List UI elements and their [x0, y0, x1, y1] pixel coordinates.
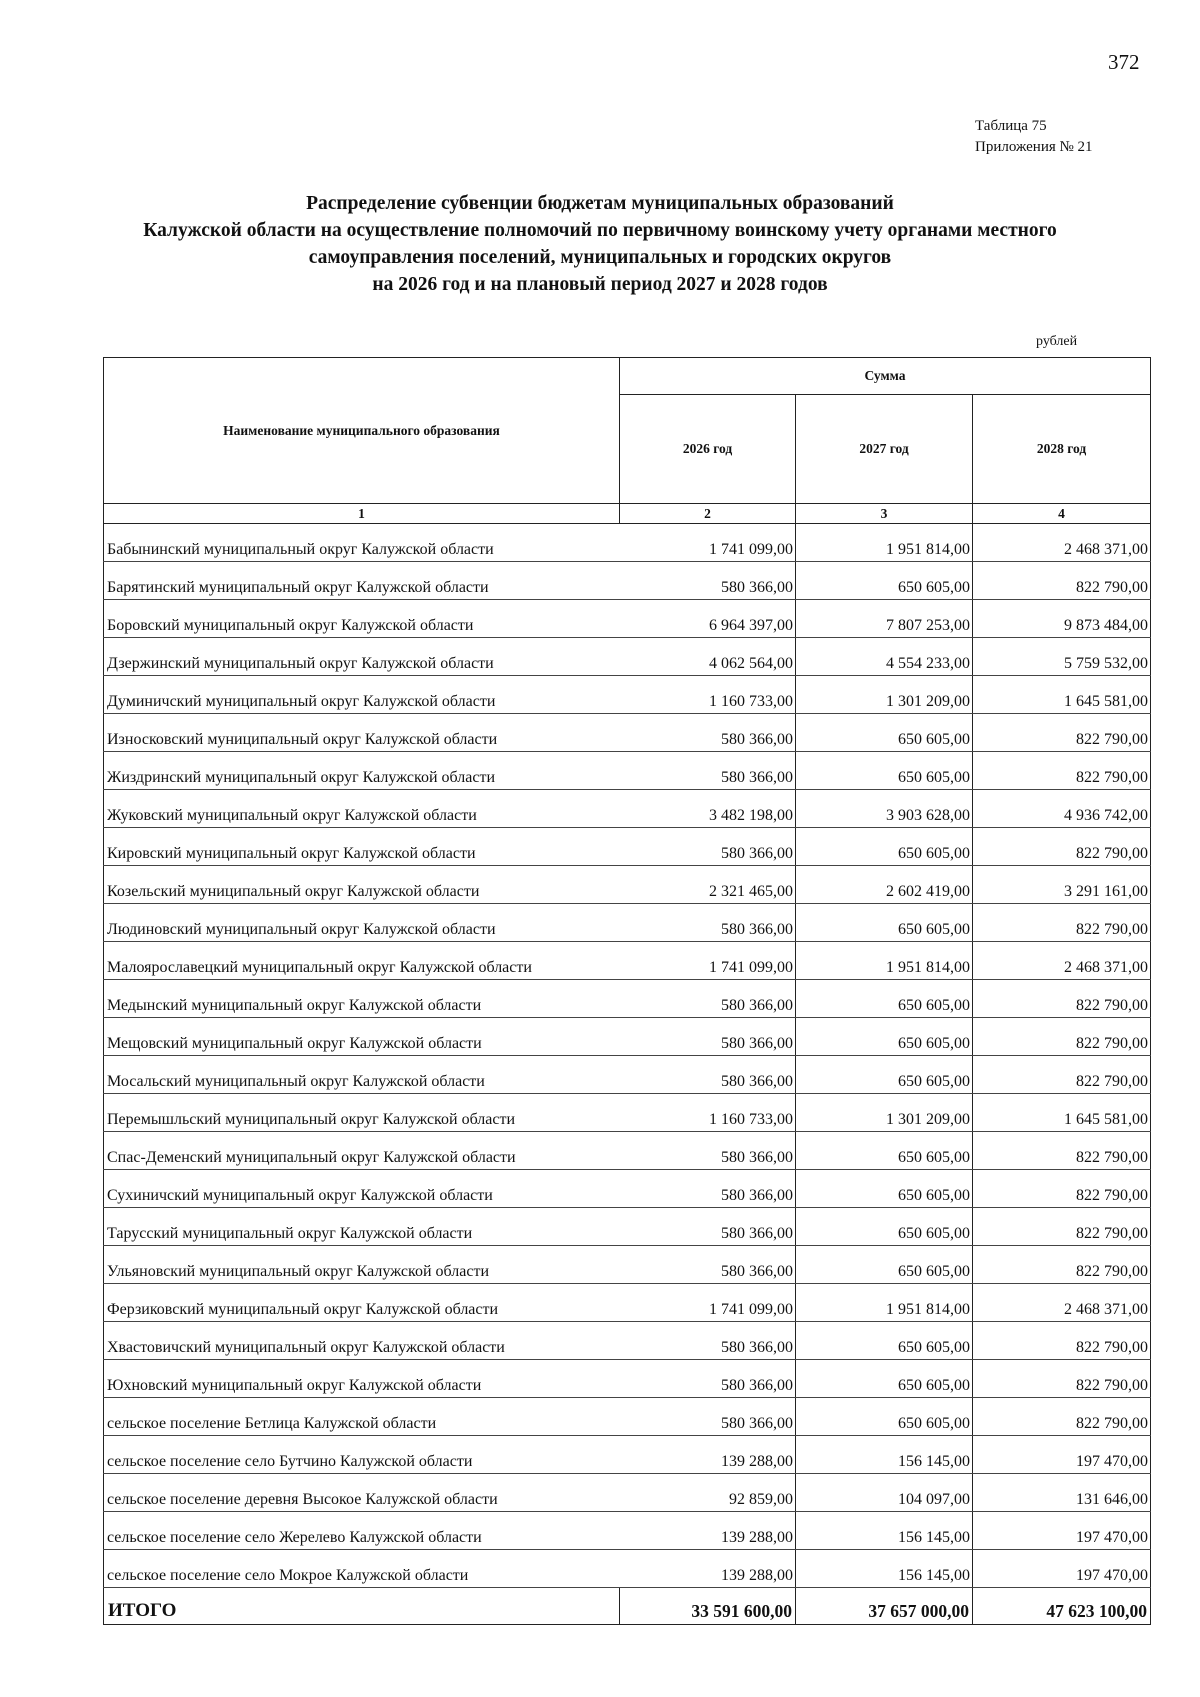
- document-title: [0, 190, 1200, 298]
- amount-2028: 822 790,00: [973, 562, 1151, 600]
- municipality-name: Дзержинский муниципальный округ Калужской области: [104, 638, 620, 676]
- amount-2027: 1 301 209,00: [796, 676, 973, 714]
- municipality-name: Людиновский муниципальный округ Калужской области: [104, 904, 620, 942]
- municipality-name: Ферзиковский муниципальный округ Калужской области: [104, 1284, 620, 1322]
- amount-2027: 650 605,00: [796, 1360, 973, 1398]
- header-sum: Сумма: [620, 358, 1151, 395]
- municipality-name: сельское поселение деревня Высокое Калужской области: [104, 1474, 620, 1512]
- amount-2027: 650 605,00: [796, 1246, 973, 1284]
- amount-2026: 580 366,00: [620, 714, 796, 752]
- amount-2026: 580 366,00: [620, 1246, 796, 1284]
- amount-2026: 580 366,00: [620, 1170, 796, 1208]
- page-number: 372: [1108, 50, 1140, 74]
- amount-2026: 580 366,00: [620, 828, 796, 866]
- amount-2028: 822 790,00: [973, 714, 1151, 752]
- column-number-row: [104, 504, 1151, 524]
- total-row: [104, 1588, 1151, 1625]
- amount-2026: 139 288,00: [620, 1550, 796, 1588]
- municipality-name: Перемышльский муниципальный округ Калужской области: [104, 1094, 620, 1132]
- municipality-name: Спас-Деменский муниципальный округ Калужской области: [104, 1132, 620, 1170]
- municipality-name: Думиничский муниципальный округ Калужской области: [104, 676, 620, 714]
- title-line: Калужской области на осуществление полномочий по первичному воинскому учету органами местного: [143, 220, 1057, 241]
- municipality-name: Медынский муниципальный округ Калужской области: [104, 980, 620, 1018]
- amount-2027: 650 605,00: [796, 1056, 973, 1094]
- total-2027: 37 657 000,00: [796, 1588, 973, 1625]
- total-2026: 33 591 600,00: [620, 1588, 796, 1625]
- amount-2028: 822 790,00: [973, 1018, 1151, 1056]
- table-row: [104, 638, 1151, 676]
- table-label: [975, 116, 1093, 158]
- table-row: [104, 828, 1151, 866]
- total-2028: 47 623 100,00: [973, 1588, 1151, 1625]
- amount-2027: 650 605,00: [796, 1208, 973, 1246]
- municipality-name: сельское поселение село Жерелево Калужской области: [104, 1512, 620, 1550]
- municipality-name: Износковский муниципальный округ Калужской области: [104, 714, 620, 752]
- amount-2028: 822 790,00: [973, 1398, 1151, 1436]
- municipality-name: Мещовский муниципальный округ Калужской области: [104, 1018, 620, 1056]
- title-line: самоуправления поселений, муниципальных и городских округов: [308, 247, 892, 268]
- municipality-name: Козельский муниципальный округ Калужской области: [104, 866, 620, 904]
- amount-2026: 92 859,00: [620, 1474, 796, 1512]
- table-row: [104, 1132, 1151, 1170]
- amount-2027: 7 807 253,00: [796, 600, 973, 638]
- amount-2027: 2 602 419,00: [796, 866, 973, 904]
- amount-2027: 156 145,00: [796, 1512, 973, 1550]
- amount-2027: 650 605,00: [796, 562, 973, 600]
- column-number: 1: [104, 504, 620, 524]
- amount-2027: 1 951 814,00: [796, 1284, 973, 1322]
- table-row: [104, 1170, 1151, 1208]
- header-year-2026: 2026 год: [620, 395, 796, 504]
- table-row: [104, 562, 1151, 600]
- amount-2027: 1 951 814,00: [796, 942, 973, 980]
- amount-2028: 197 470,00: [973, 1512, 1151, 1550]
- title-line: на 2026 год и на плановый период 2027 и 2028 годов: [372, 274, 828, 295]
- amount-2028: 9 873 484,00: [973, 600, 1151, 638]
- table-row: [104, 1018, 1151, 1056]
- amount-2027: 650 605,00: [796, 828, 973, 866]
- column-number: 2: [620, 504, 796, 524]
- amount-2028: 131 646,00: [973, 1474, 1151, 1512]
- amount-2028: 197 470,00: [973, 1436, 1151, 1474]
- amount-2027: 156 145,00: [796, 1550, 973, 1588]
- amount-2026: 4 062 564,00: [620, 638, 796, 676]
- amount-2026: 580 366,00: [620, 1018, 796, 1056]
- municipality-name: Юхновский муниципальный округ Калужской области: [104, 1360, 620, 1398]
- amount-2027: 650 605,00: [796, 1170, 973, 1208]
- amount-2027: 4 554 233,00: [796, 638, 973, 676]
- table-row: [104, 714, 1151, 752]
- amount-2027: 650 605,00: [796, 1322, 973, 1360]
- table-row: [104, 1550, 1151, 1588]
- column-number: 3: [796, 504, 973, 524]
- table-row: [104, 1208, 1151, 1246]
- amount-2027: 3 903 628,00: [796, 790, 973, 828]
- amount-2026: 1 160 733,00: [620, 676, 796, 714]
- amount-2026: 580 366,00: [620, 1132, 796, 1170]
- appendix-number: Приложения № 21: [975, 139, 1093, 155]
- amount-2028: 197 470,00: [973, 1550, 1151, 1588]
- table-row: [104, 1094, 1151, 1132]
- municipality-name: сельское поселение село Мокрое Калужской области: [104, 1550, 620, 1588]
- table-row: [104, 1474, 1151, 1512]
- municipality-name: Кировский муниципальный округ Калужской области: [104, 828, 620, 866]
- amount-2026: 139 288,00: [620, 1436, 796, 1474]
- amount-2026: 580 366,00: [620, 1398, 796, 1436]
- municipality-name: Тарусский муниципальный округ Калужской области: [104, 1208, 620, 1246]
- amount-2028: 2 468 371,00: [973, 524, 1151, 562]
- table-number: Таблица 75: [975, 118, 1047, 134]
- table-row: [104, 524, 1151, 562]
- amount-2026: 2 321 465,00: [620, 866, 796, 904]
- table-row: [104, 1436, 1151, 1474]
- table-row: [104, 1284, 1151, 1322]
- amount-2026: 6 964 397,00: [620, 600, 796, 638]
- municipality-name: Сухиничский муниципальный округ Калужской области: [104, 1170, 620, 1208]
- municipality-name: Барятинский муниципальный округ Калужской области: [104, 562, 620, 600]
- amount-2026: 580 366,00: [620, 904, 796, 942]
- municipality-name: Бабынинский муниципальный округ Калужской области: [104, 524, 620, 562]
- subvention-table: [103, 357, 1151, 1625]
- municipality-name: Жуковский муниципальный округ Калужской области: [104, 790, 620, 828]
- units-label: рублей: [1036, 334, 1078, 349]
- total-label: ИТОГО: [104, 1588, 620, 1625]
- amount-2028: 822 790,00: [973, 828, 1151, 866]
- amount-2026: 580 366,00: [620, 1208, 796, 1246]
- amount-2026: 1 741 099,00: [620, 942, 796, 980]
- table-row: [104, 1512, 1151, 1550]
- amount-2026: 1 741 099,00: [620, 1284, 796, 1322]
- amount-2028: 4 936 742,00: [973, 790, 1151, 828]
- amount-2028: 822 790,00: [973, 980, 1151, 1018]
- amount-2026: 1 160 733,00: [620, 1094, 796, 1132]
- amount-2028: 822 790,00: [973, 1322, 1151, 1360]
- amount-2027: 104 097,00: [796, 1474, 973, 1512]
- table-row: [104, 1056, 1151, 1094]
- amount-2027: 650 605,00: [796, 752, 973, 790]
- amount-2027: 650 605,00: [796, 714, 973, 752]
- amount-2027: 650 605,00: [796, 1132, 973, 1170]
- amount-2027: 156 145,00: [796, 1436, 973, 1474]
- municipality-name: Малоярославецкий муниципальный округ Калужской области: [104, 942, 620, 980]
- table-row: [104, 942, 1151, 980]
- municipality-name: Мосальский муниципальный округ Калужской области: [104, 1056, 620, 1094]
- municipality-name: Жиздринский муниципальный округ Калужской области: [104, 752, 620, 790]
- table-row: [104, 1398, 1151, 1436]
- amount-2026: 580 366,00: [620, 1322, 796, 1360]
- table-row: [104, 904, 1151, 942]
- column-number: 4: [973, 504, 1151, 524]
- amount-2028: 1 645 581,00: [973, 1094, 1151, 1132]
- table-row: [104, 1360, 1151, 1398]
- header-year-2027: 2027 год: [796, 395, 973, 504]
- amount-2028: 1 645 581,00: [973, 676, 1151, 714]
- amount-2028: 822 790,00: [973, 904, 1151, 942]
- amount-2028: 2 468 371,00: [973, 1284, 1151, 1322]
- title-line: Распределение субвенции бюджетам муниципальных образований: [306, 193, 894, 214]
- amount-2028: 822 790,00: [973, 752, 1151, 790]
- amount-2027: 650 605,00: [796, 980, 973, 1018]
- municipality-name: Ульяновский муниципальный округ Калужской области: [104, 1246, 620, 1284]
- municipality-name: сельское поселение село Бутчино Калужской области: [104, 1436, 620, 1474]
- table-row: [104, 600, 1151, 638]
- amount-2026: 580 366,00: [620, 1056, 796, 1094]
- table-row: [104, 1322, 1151, 1360]
- table-row: [104, 676, 1151, 714]
- amount-2028: 3 291 161,00: [973, 866, 1151, 904]
- amount-2027: 1 951 814,00: [796, 524, 973, 562]
- amount-2026: 3 482 198,00: [620, 790, 796, 828]
- amount-2027: 1 301 209,00: [796, 1094, 973, 1132]
- header-year-2028: 2028 год: [973, 395, 1151, 504]
- amount-2026: 580 366,00: [620, 980, 796, 1018]
- amount-2028: 5 759 532,00: [973, 638, 1151, 676]
- amount-2026: 1 741 099,00: [620, 524, 796, 562]
- amount-2026: 580 366,00: [620, 562, 796, 600]
- municipality-name: Хвастовичский муниципальный округ Калужской области: [104, 1322, 620, 1360]
- table-row: [104, 1246, 1151, 1284]
- amount-2028: 822 790,00: [973, 1246, 1151, 1284]
- header-row: [104, 358, 1151, 395]
- amount-2027: 650 605,00: [796, 1398, 973, 1436]
- amount-2027: 650 605,00: [796, 904, 973, 942]
- municipality-name: сельское поселение Бетлица Калужской области: [104, 1398, 620, 1436]
- amount-2028: 822 790,00: [973, 1360, 1151, 1398]
- amount-2026: 580 366,00: [620, 752, 796, 790]
- table-row: [104, 790, 1151, 828]
- amount-2026: 139 288,00: [620, 1512, 796, 1550]
- amount-2027: 650 605,00: [796, 1018, 973, 1056]
- table-row: [104, 866, 1151, 904]
- amount-2026: 580 366,00: [620, 1360, 796, 1398]
- header-name: Наименование муниципального образования: [104, 358, 620, 504]
- municipality-name: Боровский муниципальный округ Калужской области: [104, 600, 620, 638]
- amount-2028: 822 790,00: [973, 1208, 1151, 1246]
- amount-2028: 822 790,00: [973, 1170, 1151, 1208]
- amount-2028: 822 790,00: [973, 1056, 1151, 1094]
- amount-2028: 2 468 371,00: [973, 942, 1151, 980]
- table-row: [104, 752, 1151, 790]
- amount-2028: 822 790,00: [973, 1132, 1151, 1170]
- table-row: [104, 980, 1151, 1018]
